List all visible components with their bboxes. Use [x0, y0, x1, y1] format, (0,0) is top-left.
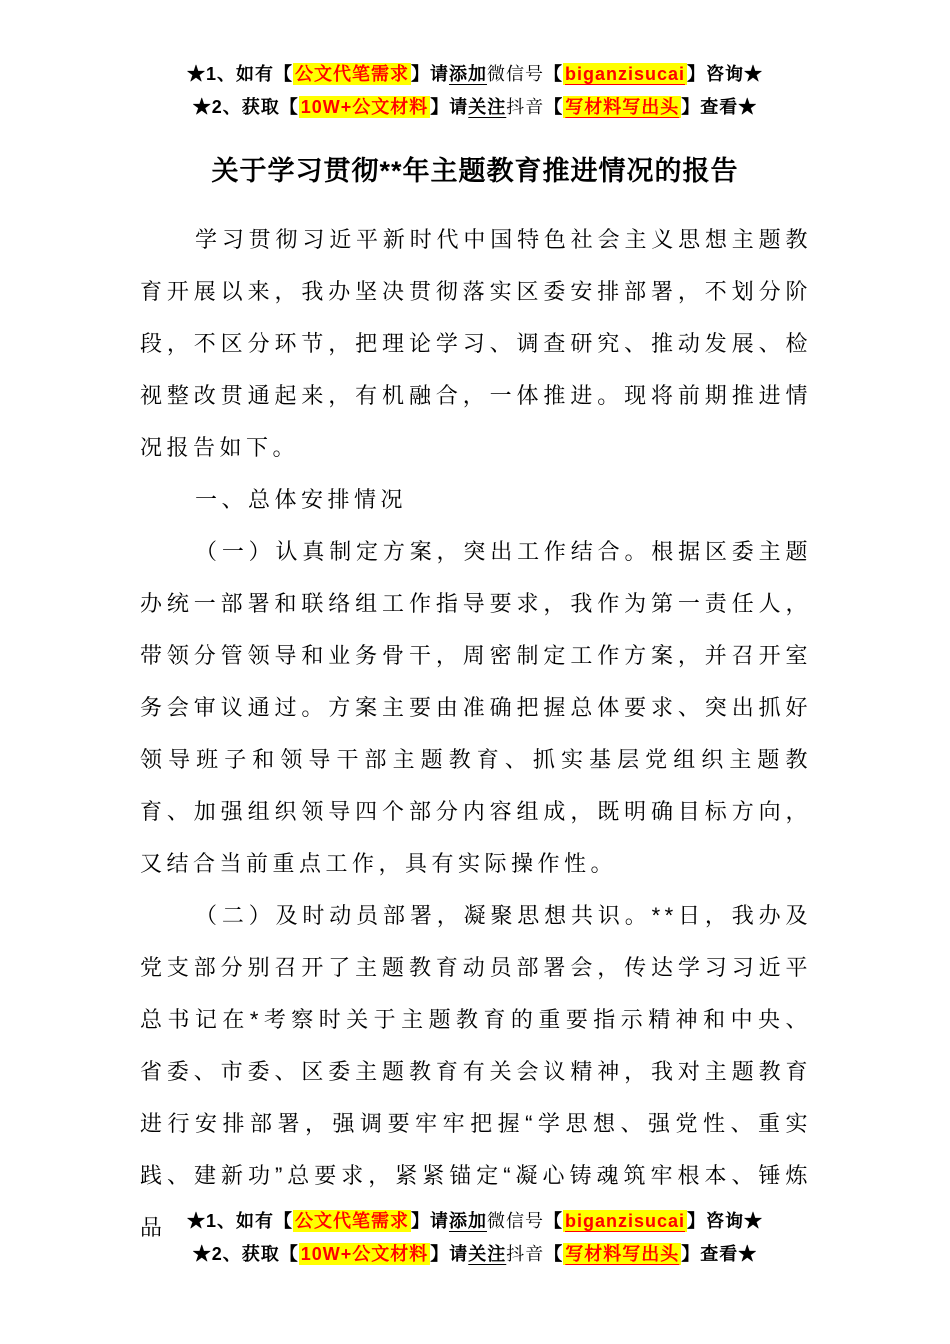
promo-segment: 关注 [468, 97, 507, 117]
promo-segment: 微信号 [486, 64, 544, 84]
promo-segment: 【 [543, 64, 563, 84]
promo-segment: 写材料写出头 [565, 1244, 680, 1264]
promo-segment: ★1、如有【 [186, 64, 293, 84]
document-title: 关于学习贯彻**年主题教育推进情况的报告 [211, 156, 739, 186]
promo-segment: ★2、获取【 [192, 1244, 299, 1264]
body-paragraph-sub1: （一）认真制定方案，突出工作结合。根据区委主题办统一部署和联络组工作指导要求，我作为第一责任人，带领分管领导和业务骨干，周密制定工作方案，并召开室务会审议通过。方案主要由准确把握总体要求、突出抓好领导班子和领导干部主题教育、抓实基层党组织主题教育、加强组织领导四个部分内容组成，既明确目标方向，又结合当前重点工作，具有实际操作性。 [140, 539, 812, 876]
promo-segment: 抖音 [506, 1244, 545, 1264]
promo-segment: 】请 [430, 97, 469, 117]
document-body [140, 214, 812, 1254]
promo-segment: 【 [544, 97, 564, 117]
section-heading-1: 一、总体安排情况 [195, 487, 408, 512]
promo-segment: 关注 [468, 1244, 507, 1264]
promo-segment: 公文代笔需求 [294, 1211, 409, 1231]
promo-segment: 10W+公文材料 [300, 1244, 429, 1264]
promo-footer-line-2 [0, 1238, 950, 1271]
promo-segment: 】查看★ [681, 1244, 758, 1264]
body-paragraph-sub2: （二）及时动员部署，凝聚思想共识。**日，我办及党支部分别召开了主题教育动员部署会，传达学习习近平总书记在*考察时关于主题教育的重要指示精神和中央、省委、市委、区委主题教育有关会议精神，我对主题教育进行安排部署，强调要牢牢把握“学思想、强党性、重实践、建新功”总要求，紧紧锚定“凝心铸魂筑牢根本、锤炼品 [140, 903, 812, 1240]
promo-segment: 】查看★ [681, 97, 758, 117]
promo-segment: biganzisucai [564, 64, 686, 84]
promo-footer-line-1 [0, 1205, 950, 1238]
promo-segment: 【 [543, 1211, 563, 1231]
promo-segment: 】请 [430, 1244, 469, 1264]
promo-segment: 添加 [448, 64, 487, 84]
promo-segment: 】请 [410, 1211, 449, 1231]
promo-segment: ★1、如有【 [186, 1211, 293, 1231]
promo-segment: 添加 [448, 1211, 487, 1231]
promo-segment: 公文代笔需求 [294, 64, 409, 84]
promo-segment: 写材料写出头 [565, 97, 680, 117]
promo-segment: 】咨询★ [687, 1211, 764, 1231]
promo-header-line-2 [0, 91, 950, 124]
promo-segment: 微信号 [486, 1211, 544, 1231]
promo-segment: 【 [544, 1244, 564, 1264]
promo-segment: 】咨询★ [687, 64, 764, 84]
promo-segment: 】请 [410, 64, 449, 84]
promo-segment: biganzisucai [564, 1211, 686, 1231]
promo-header-line-1 [0, 58, 950, 91]
promo-segment: 抖音 [506, 97, 545, 117]
promo-segment: ★2、获取【 [192, 97, 299, 117]
promo-footer [0, 1205, 950, 1271]
promo-header [0, 58, 950, 124]
promo-segment: 10W+公文材料 [300, 97, 429, 117]
body-paragraph-intro: 学习贯彻习近平新时代中国特色社会主义思想主题教育开展以来，我办坚决贯彻落实区委安排部署，不划分阶段，不区分环节，把理论学习、调查研究、推动发展、检视整改贯通起来，有机融合，一体推进。现将前期推进情况报告如下。 [140, 227, 812, 460]
